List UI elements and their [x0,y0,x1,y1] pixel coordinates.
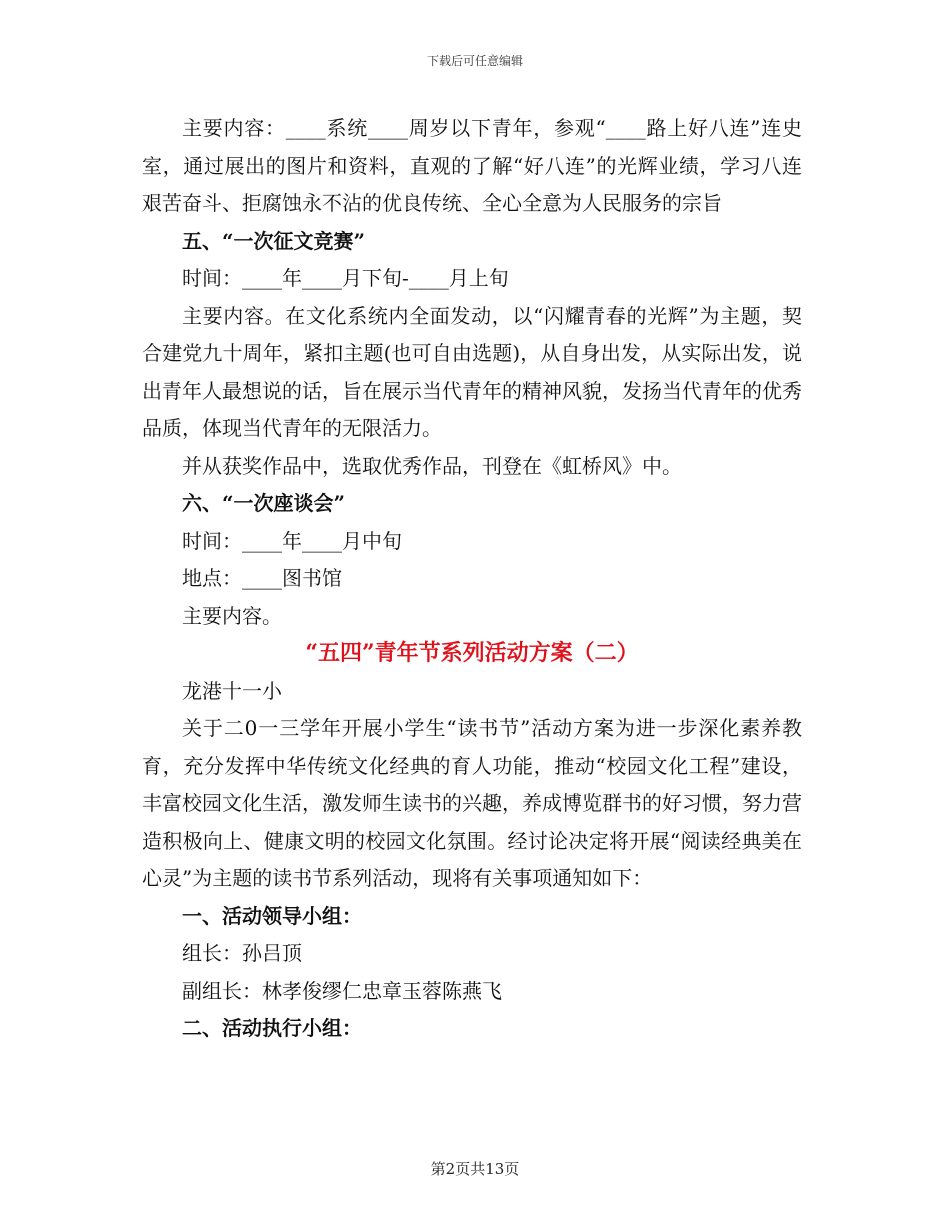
document-title: “五四”青年节系列活动方案（二） [305,640,639,666]
time-line: 时间：____年____月下旬-____月上旬 [182,266,509,290]
document-body [142,110,802,1048]
section-heading: 六、“一次座谈会” [182,491,346,515]
school-name: 龙港十一小 [182,678,282,703]
paragraph-line: 并从获奖作品中，选取优秀作品，刊登在《虹桥风》中。 [182,453,682,478]
leader-line: 组长：孙吕顶 [182,941,302,965]
page-footer: 第2页共13页 [430,1160,520,1178]
time-line: 时间：____年____月中旬 [182,528,402,553]
deputy-leader-line: 副组长：林孝俊缪仁忠章玉蓉陈燕飞 [182,978,502,1003]
page-header: 下载后可任意编辑 [426,54,523,68]
section-heading: 一、活动领导小组： [182,903,362,928]
paragraph: 主要内容。在文化系统内全面发动，以“闪耀青春的光辉”为主题，契合建党九十周年，紧扣主题(也可自由选题)，从自身出发，从实际出发，说出青年人最想说的话，旨在展示当代青年的精神风貌，发扬当代青年的优秀品质，体现当代青年的无限活力。 [142,303,802,440]
location-line: 地点：____图书馆 [182,566,342,590]
content-line: 主要内容。 [182,603,282,628]
paragraph: 关于二0一三学年开展小学生“读书节”活动方案为进一步深化素养教育，充分发挥中华传统文化经典的育人功能，推动“校园文化工程”建设，丰富校园文化生活，激发师生读书的兴趣，养成博览群书的好习惯，努力营造积极向上、健康文明的校园文化氛围。经讨论决定将开展“阅读经典美在心灵”为主题的读书节系列活动，现将有关事项通知如下： [142,716,802,890]
paragraph: 主要内容：____系统____周岁以下青年，参观“____路上好八连”连史室，通过展出的图片和资料，直观的了解“好八连”的光辉业绩，学习八连艰苦奋斗、拒腐蚀永不沾的优良传统、全心全意为人民服务的宗旨 [142,116,802,215]
section-heading: 二、活动执行小组： [182,1016,362,1040]
section-heading: 五、“一次征文竞赛” [182,228,366,253]
